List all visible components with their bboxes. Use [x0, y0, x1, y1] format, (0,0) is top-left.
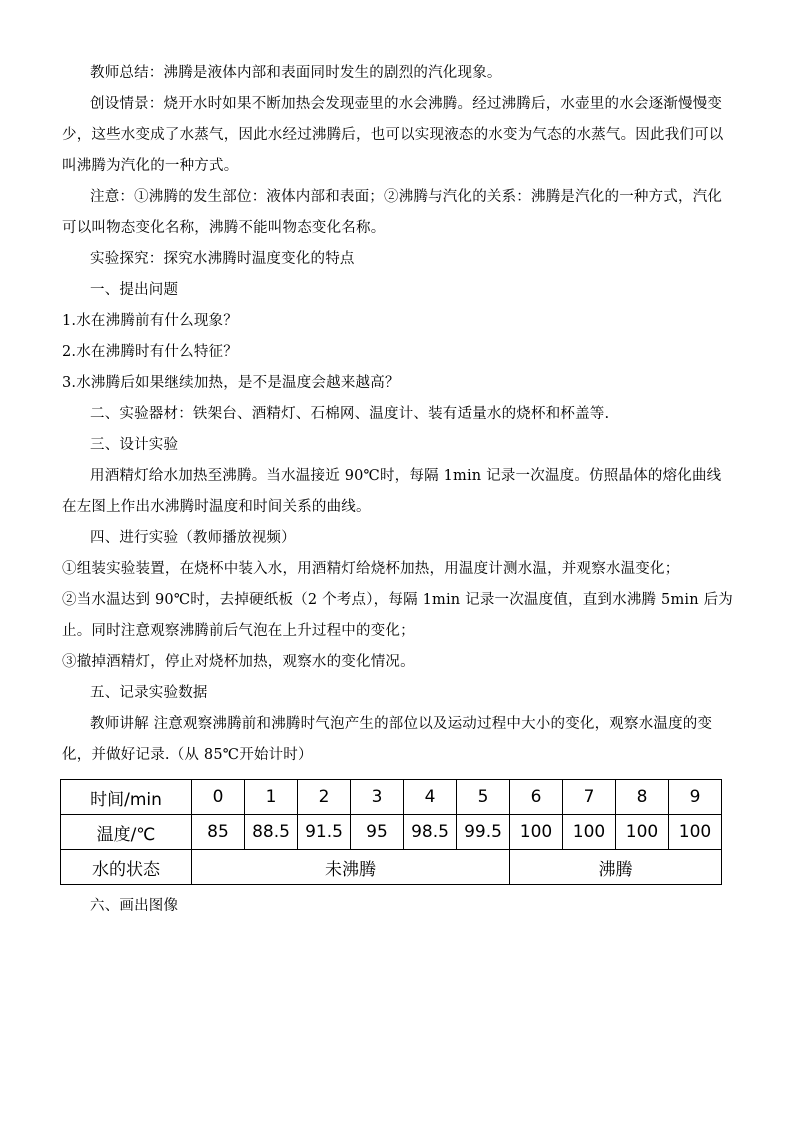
time-cell: 7 [563, 780, 616, 815]
state-after-cell: 沸腾 [510, 850, 722, 885]
state-header-cell: 水的状态 [61, 850, 192, 885]
temperature-cell: 91.5 [298, 815, 351, 850]
temperature-cell: 98.5 [404, 815, 457, 850]
section-heading-1: 一、提出问题 [90, 282, 179, 298]
section-heading-4: 四、进行实验（教师播放视频） [90, 530, 296, 546]
time-cell: 4 [404, 780, 457, 815]
time-header-cell: 时间/min [61, 780, 192, 815]
experiment-title: 实验探究：探究水沸腾时温度变化的特点 [90, 251, 355, 267]
section-heading-6: 六、画出图像 [90, 898, 179, 914]
temperature-cell: 100 [563, 815, 616, 850]
section-heading-2: 二、实验器材：铁架台、酒精灯、石棉网、温度计、装有适量水的烧杯和杯盖等. [90, 406, 610, 422]
table-row-temperature [61, 815, 722, 850]
step-3: ③撤掉酒精灯，停止对烧杯加热，观察水的变化情况。 [62, 654, 415, 670]
temperature-cell: 85 [192, 815, 245, 850]
explanation-paragraph: 教师讲解 注意观察沸腾前和沸腾时气泡产生的部位以及运动过程中大小的变化，观察水温度的变化，并做好记录.（从 85℃开始计时） [62, 716, 713, 763]
scenario-paragraph: 创设情景：烧开水时如果不断加热会发现壶里的水会沸腾。经过沸腾后，水壶里的水会逐渐慢慢变少，这些水变成了水蒸气，因此水经过沸腾后，也可以实现液态的水变为气态的水蒸气。因此我们可以叫沸腾为汽化的一种方式。 [62, 96, 724, 174]
question-2: 2.水在沸腾时有什么特征？ [62, 344, 238, 360]
step-2: ②当水温达到 90℃时，去掉硬纸板（2 个考点），每隔 1min 记录一次温度值，直到水沸腾 5min 后为止。同时注意观察沸腾前后气泡在上升过程中的变化； [62, 592, 733, 639]
temperature-cell: 99.5 [457, 815, 510, 850]
temperature-cell: 100 [510, 815, 563, 850]
time-cell: 6 [510, 780, 563, 815]
temperature-header-cell: 温度/℃ [61, 815, 192, 850]
section-heading-3: 三、设计实验 [90, 437, 179, 453]
teacher-summary: 教师总结：沸腾是液体内部和表面同时发生的剧烈的汽化现象。 [90, 65, 502, 81]
step-1: ①组装实验装置，在烧杯中装入水，用酒精灯给烧杯加热，用温度计测水温，并观察水温变化； [62, 561, 680, 577]
time-cell: 3 [351, 780, 404, 815]
section-heading-5: 五、记录实验数据 [90, 685, 208, 701]
document-body [62, 58, 736, 922]
time-cell: 2 [298, 780, 351, 815]
temperature-cell: 95 [351, 815, 404, 850]
table-row-state [61, 850, 722, 885]
time-cell: 1 [245, 780, 298, 815]
time-cell: 5 [457, 780, 510, 815]
temperature-cell: 100 [669, 815, 722, 850]
time-cell: 0 [192, 780, 245, 815]
question-3: 3.水沸腾后如果继续加热，是不是温度会越来越高？ [62, 375, 400, 391]
state-before-cell: 未沸腾 [192, 850, 510, 885]
design-paragraph: 用酒精灯给水加热至沸腾。当水温接近 90℃时，每隔 1min 记录一次温度。仿照晶体的熔化曲线在左图上作出水沸腾时温度和时间关系的曲线。 [62, 468, 722, 515]
data-table [60, 779, 722, 885]
temperature-cell: 100 [616, 815, 669, 850]
time-cell: 8 [616, 780, 669, 815]
question-1: 1.水在沸腾前有什么现象？ [62, 313, 238, 329]
temperature-cell: 88.5 [245, 815, 298, 850]
note-paragraph: 注意：①沸腾的发生部位：液体内部和表面；②沸腾与汽化的关系：沸腾是汽化的一种方式，汽化可以叫物态变化名称，沸腾不能叫物态变化名称。 [62, 189, 723, 236]
table-row-time [61, 780, 722, 815]
time-cell: 9 [669, 780, 722, 815]
